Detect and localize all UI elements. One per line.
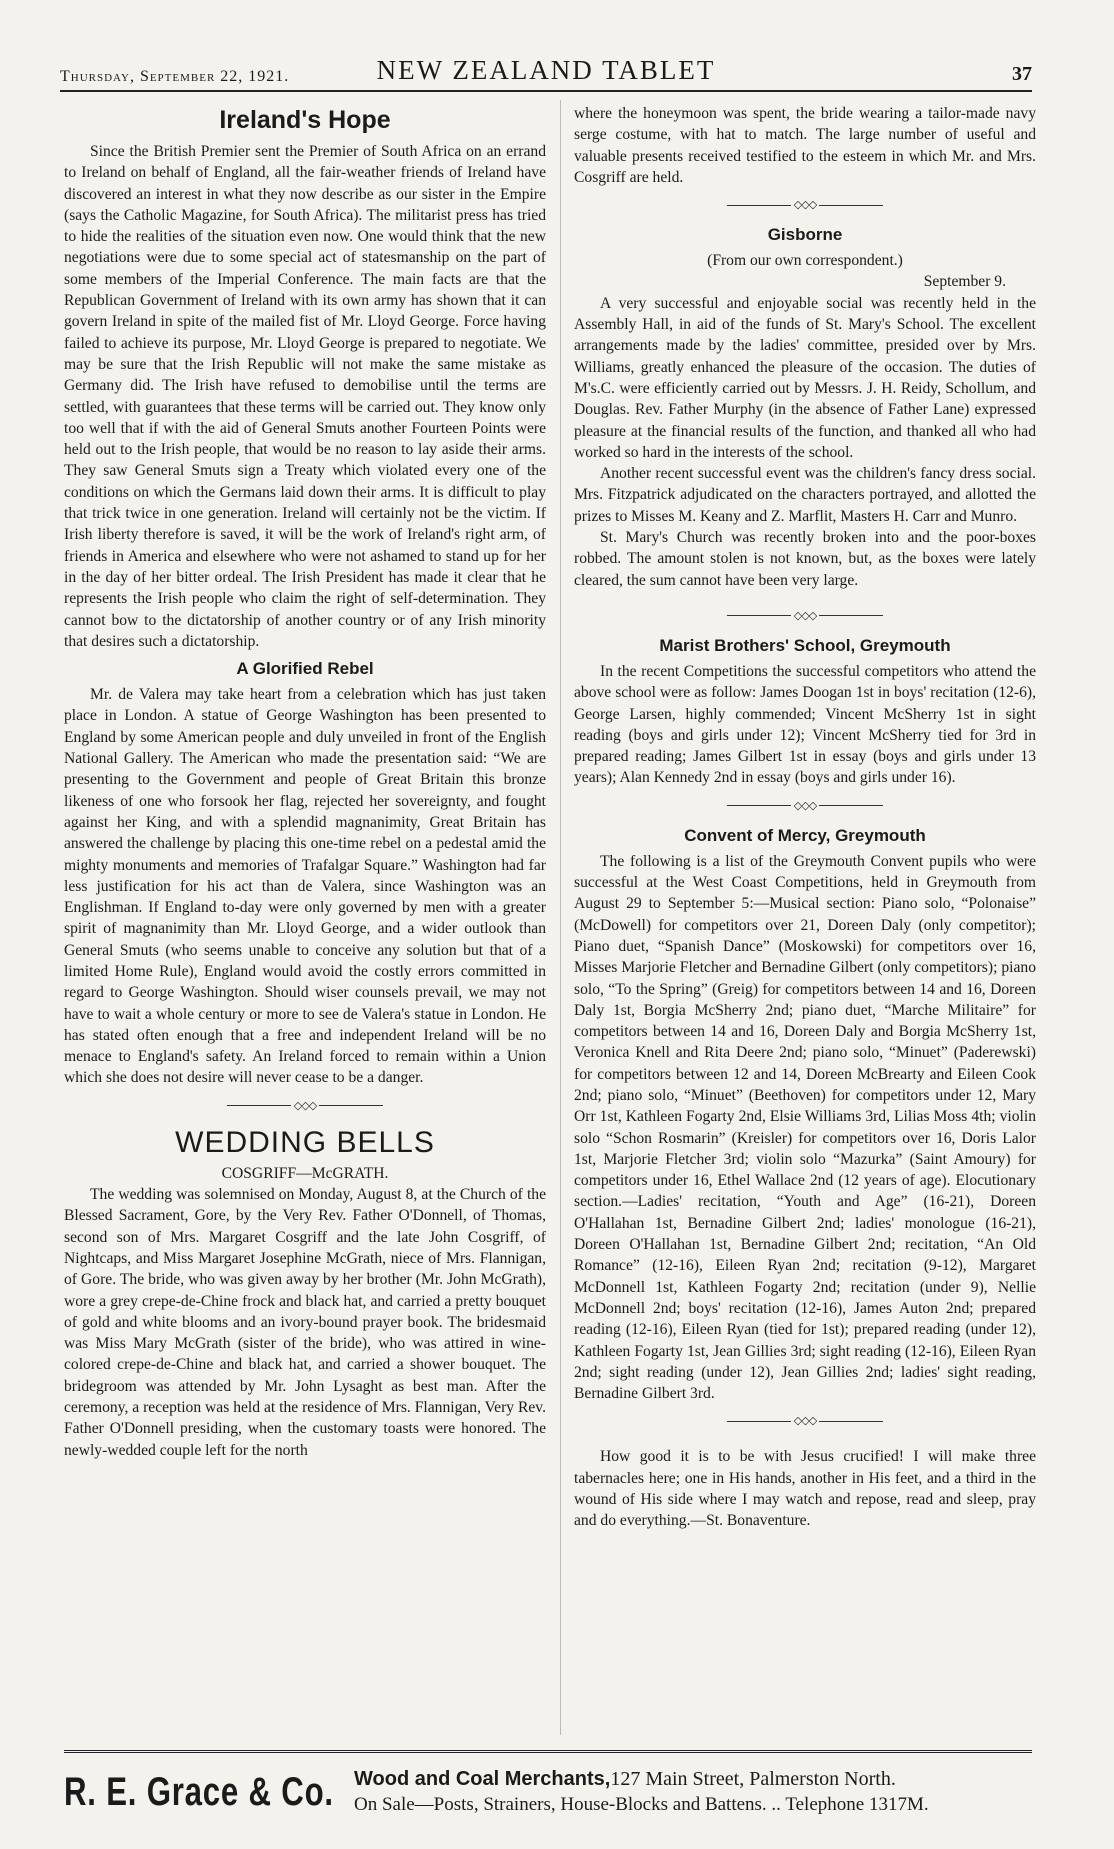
- convent-title: Convent of Mercy, Greymouth: [684, 825, 926, 845]
- irelands-hope-body: Since the British Premier sent the Premier of South Africa on an errand to Ireland on behalf of England, all the fair-weather friends of Ireland have discovered an interest in what they now describe as our sister in the Empire (says the Catholic Magazine, for South Africa). The militarist press has tried to hide the realities of the situation even now. One would think that the new negotiations were due to some special act of statesmanship on the part of some members of the Imperial Conference. The main facts are that the Republican Government of Ireland with its own army has shown that it can govern Ireland in spite of the mailed fist of Mr. Lloyd George. Force having failed to achieve its purpose, Mr. Lloyd George is prepared to negotiate. We may be sure that the Irish Republic will not make the same mistake as Germany did. The Irish have refused to demobilise until the terms are settled, with guarantees that these terms will be carried out. They know only too well that if with the aid of General Smuts another Fourteen Points were held out to the Irish people, that would be no reason to lay aside their arms. They saw General Smuts sign a Treaty which violated every one of the conditions on which the Germans laid down their arms. It is difficult to play that trick twice in one generation. Ireland will certainly not be the victim. If Irish liberty therefore is saved, it will be the work of Ireland's right arm, of friends in America and elsewhere who were not ashamed to stand up for her in the day of her bitter ordeal. The Irish President has made it clear that he represents the Irish people who claim the right of self-determination. They cannot bow to the dictatorship of another country or of any Irish minority that desires such a dictatorship.: [64, 143, 546, 650]
- section-ornament: ◇◇◇: [574, 609, 1036, 623]
- section-ornament: ◇◇◇: [574, 1414, 1036, 1428]
- advertiser-name: R. E. Grace & Co.: [64, 1769, 334, 1814]
- gisborne-title: Gisborne: [767, 225, 843, 245]
- advert-address: 127 Main Street, Palmerston North.: [610, 1768, 896, 1790]
- glorified-rebel-title: A Glorified Rebel: [236, 659, 374, 679]
- column-divider: [560, 100, 561, 1735]
- gisborne-p3: St. Mary's Church was recently broken into and the poor-boxes robbed. The amount stolen is not known, but, as the boxes were lately cleared, the sum cannot have been very large.: [574, 529, 1036, 589]
- gisborne-p1: A very successful and enjoyable social was recently held in the Assembly Hall, in aid of the funds of St. Mary's School. The excellent arrangements made by the ladies' committee, presided over by Mrs. Williams, greatly enhanced the pleasure of the occasion. The duties of M's.C. were efficiently carried out by Messrs. J. H. Reidy, Schollum, and Douglas. Rev. Father Murphy (in the absence of Father Lane) expressed pleasure at the financial results of the function, and thanked all who had worked so hard in the interests of the school.: [574, 294, 1036, 461]
- irelands-hope-title: Ireland's Hope: [219, 106, 391, 134]
- bonaventure-quote: How good it is to be with Jesus crucified! I will make three tabernacles here; one in His hands, another in His feet, and a third in the wound of His side where I may watch and repose, read and sleep, pray and do everything.—St. Bonaventure.: [574, 1448, 1036, 1530]
- issue-date: Thursday, September 22, 1921.: [60, 68, 290, 85]
- masthead-title: NEW ZEALAND TABLET: [376, 55, 716, 85]
- convent-body: The following is a list of the Greymouth Convent pupils who were successful at the West Coast Competitions, held in Greymouth from August 29 to September 5:—Musical section: Piano solo, “Polonaise” (McDowell) for competitors over 21, Doreen Daly (only competitor); Piano duet, “Spanish Dance” (Moskowski) for competitors over 16, Misses Marjorie Fletcher and Bernadine Gilbert (only competitors); piano solo, “To the Spring” (Greig) for competitors between 14 and 16, Doreen Daly 1st, Borgia McSherry 2nd; piano duet, “Marche Militaire” for competitors between 14 and 16, Doreen Daly and Borgia McSherry 1st, Veronica Knell and Rita Deere 2nd; piano solo, “Minuet” (Paderewski) for competitors between 12 and 14, Doreen McBrearty and Eileen Cook 2nd; piano solo, “Minuet” (Beethoven) for competitors under 12, Mary Orr 1st, Kathleen Fogarty 2nd, Elsie Williams 3rd, Lilias Moss 4th; violin solo “Schon Rosmarin” (Kreisler) for competitors over 16, Doris Lalor 1st, Marjorie Fletcher 3rd; violin solo “Mazurka” (Saint Amoury) for competitors under 16, Ethel Wallace 2nd (12 years of age). Elocutionary section.—Ladies' recitation, “Youth and Age” (16-21), Doreen O'Hallahan 1st, Bernadine Gilbert 2nd; ladies' monologue (16-21), Doreen O'Hallahan 1st, Bernadine Gilbert 2nd; recitation, “An Old Romance” (12-16), Eileen Ryan 2nd; recitation (9-12), Margaret McDonnell 1st, Kathleen Fogarty 2nd; recitation (under 9), Nellie McDonnell 2nd; boys' recitation (12-16), James Auton 2nd; prepared reading (12-16), Eileen Ryan (tied for 1st); prepared reading (under 12), Kathleen Fogarty 1st, Jean Gillies 3rd; sight reading (12-16), Eileen Ryan 2nd; sight reading (under 12), Jean Gillies 2nd; ladies' sight reading, Bernadine Gilbert 3rd.: [574, 852, 1036, 1403]
- page-number: 37: [1012, 63, 1032, 85]
- wedding-subtitle: COSGRIFF—McGRATH.: [221, 1164, 389, 1182]
- gisborne-date: September 9.: [923, 273, 1006, 291]
- page-header: [60, 52, 1032, 92]
- advertisement: [64, 1750, 1032, 1831]
- advert-text: [354, 1766, 929, 1818]
- gisborne-p2: Another recent successful event was the children's fancy dress social. Mrs. Fitzpatrick adjudicated on the characters portrayed, and allotted the prizes to Misses M. Keany and Z. Marflit, Masters H. Carr and Munro.: [574, 465, 1036, 525]
- wedding-body: The wedding was solemnised on Monday, August 8, at the Church of the Blessed Sacrament, Gore, by the Very Rev. Father O'Donnell, of Thomas, second son of Mrs. Margaret Cosgriff and the late John Cosgriff, of Nightcaps, and Miss Margaret Josephine McGrath, niece of Mrs. Flannigan, of Gore. The bride, who was given away by her brother (Mr. John McGrath), wore a grey crepe-de-Chine frock and black hat, and carried a pretty bouquet of gold and white blooms and an ivory-bound prayer book. The bridesmaid was Miss Mary McGrath (sister of the bride), who was attired in wine-colored crepe-de-Chine and black hat, and carried a shower bouquet. The bridegroom was attended by Mr. John Lysaght as best man. After the ceremony, a reception was held at the residence of Mrs. Flannigan, Very Rev. Father O'Donnell presiding, when the customary toasts were honored. The newly-wedded couple left for the north: [64, 1186, 546, 1459]
- advert-business: Wood and Coal Merchants,: [354, 1768, 611, 1790]
- right-column: [574, 103, 1036, 1532]
- marist-body: In the recent Competitions the successful competitors who attend the above school were as follow: James Doogan 1st in boys' recitation (12-6), George Larsen, highly commended; Vincent McSherry 1st in sight reading (boys and girls under 12); Vincent McSherry tied for 3rd in prepared reading; James Gilbert 1st in essay (boys and girls under 13 years); Alan Kennedy 2nd in essay (boys and girls under 16).: [574, 662, 1036, 787]
- glorified-rebel-body: Mr. de Valera may take heart from a celebration which has just taken place in London. A statue of George Washington has been presented to England by some American people and duly unveiled in front of the English National Gallery. The American who made the presentation said: “We are presenting to the Government and people of Great Britain this bronze likeness of one who forsook her flag, rejected her sovereignty, and fought against her King, and with a splendid magnanimity, Great Britain has answered the challenge by placing this one-time rebel on a pedestal amid the mighty monuments and memories of Trafalgar Square.” Washington had far less justification for his act than de Valera, since Washington was an Englishman. If England to-day were only governed by men with a greater spirit of magnanimity than Mr. Lloyd George, and a wider outlook than General Smuts (who seems unable to conceive any solution but that of a limited Home Rule), England would avoid the costly errors committed in regard to George Washington. Should wiser counsels prevail, we may not have to wait a whole century or more to see de Valera's statue in London. He has stated often enough that a free and independent Ireland will be no menace to England's safety. An Ireland forced to remain within a Union which she does not desire will never cease to be a danger.: [64, 686, 546, 1087]
- wedding-bells-title: WEDDING BELLS: [175, 1125, 435, 1159]
- section-ornament: ◇◇◇: [574, 198, 1036, 212]
- gisborne-byline: (From our own correspondent.): [707, 252, 903, 270]
- wedding-continued: where the honeymoon was spent, the bride wearing a tailor-made navy serge costume, with hat to match. The large number of useful and valuable presents received testified to the esteem in which Mr. and Mrs. Cosgriff are held.: [574, 105, 1036, 186]
- section-ornament: ◇◇◇: [574, 799, 1036, 813]
- marist-title: Marist Brothers' School, Greymouth: [659, 635, 951, 655]
- section-ornament: ◇◇◇: [64, 1099, 546, 1113]
- left-column: [64, 103, 546, 1461]
- advert-sale-line: On Sale—Posts, Strainers, House-Blocks and Battens. .. Telephone 1317M.: [354, 1794, 929, 1815]
